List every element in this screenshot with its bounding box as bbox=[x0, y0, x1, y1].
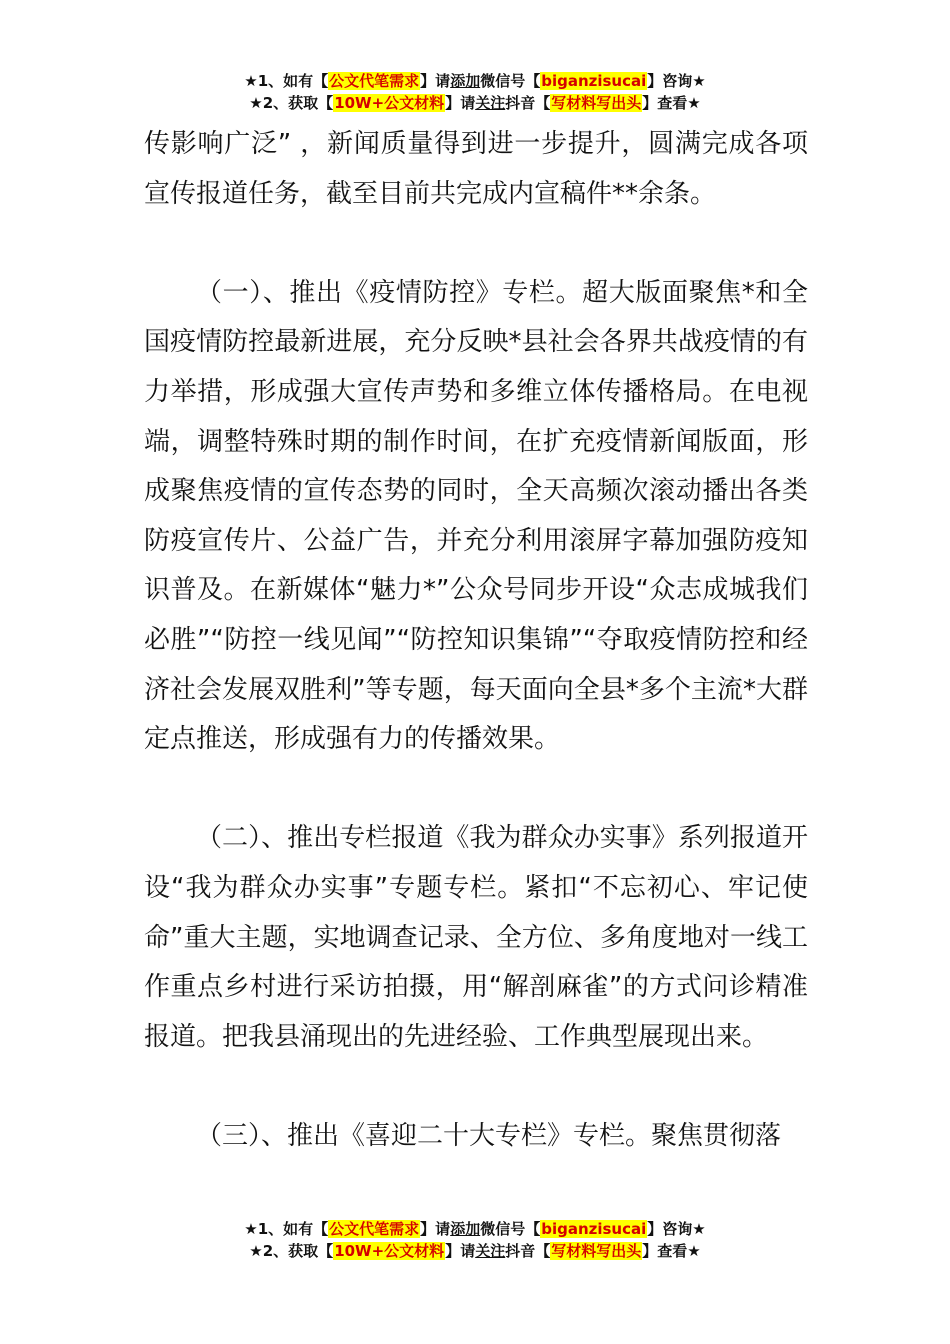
banner-text: 】请 bbox=[445, 94, 476, 112]
banner-text: 】咨询★ bbox=[647, 72, 706, 90]
banner-text: 】请 bbox=[420, 1220, 451, 1238]
banner-highlight: 公文代笔需求 bbox=[329, 1220, 420, 1238]
banner-underlined-text: 添加 bbox=[450, 72, 481, 90]
banner-underlined-text: 关注 bbox=[475, 94, 506, 112]
footer-banner-line-1 bbox=[0, 1218, 950, 1240]
paragraph-gap bbox=[144, 765, 808, 815]
banner-highlight: 10W+公文材料 bbox=[334, 94, 445, 112]
banner-text: 】咨询★ bbox=[647, 1220, 706, 1238]
document-body bbox=[144, 120, 808, 1161]
banner-text: ★1、如有【 bbox=[244, 72, 329, 90]
banner-text: 微信号【 bbox=[480, 1220, 541, 1238]
banner-text: 】请 bbox=[420, 72, 451, 90]
header-banner-line-1 bbox=[0, 70, 950, 92]
header-banner bbox=[0, 70, 950, 114]
banner-highlight-douyin-id: 写材料写出头 bbox=[551, 1242, 642, 1260]
section-1-paragraph: （一）、推出《疫情防控》专栏。超大版面聚焦*和全国疫情防控最新进展，充分反映*县社会各界共战疫情的有力举措，形成强大宣传声势和多维立体传播格局。在电视端，调整特殊时期的制作时间，在扩充疫情新闻版面，形成聚焦疫情的宣传态势的同时，全天高频次滚动播出各类防疫宣传片、公益广告，并充分利用滚屏字幕加强防疫知识普及。在新媒体“魅力*”公众号同步开设“众志成城我们必胜”“防控一线见闻”“防控知识集锦”“夺取疫情防控和经济社会发展双胜利”等专题，每天面向全县*多个主流*大群定点推送，形成强有力的传播效果。 bbox=[144, 277, 808, 755]
section-2-paragraph: （二）、推出专栏报道《我为群众办实事》系列报道开设“我为群众办实事”专题专栏。紧扣“不忘初心、牢记使命”重大主题，实地调查记录、全方位、多角度地对一线工作重点乡村进行采访拍摄，用“解剖麻雀”的方式问诊精准报道。把我县涌现出的先进经验、工作典型展现出来。 bbox=[144, 823, 808, 1052]
banner-highlight-wechat-id: biganzisucai bbox=[541, 72, 647, 90]
banner-text: 】查看★ bbox=[642, 94, 701, 112]
banner-highlight-wechat-id: biganzisucai bbox=[541, 1220, 647, 1238]
banner-highlight: 公文代笔需求 bbox=[329, 72, 420, 90]
banner-text: ★1、如有【 bbox=[244, 1220, 329, 1238]
banner-text: 抖音【 bbox=[505, 94, 551, 112]
header-banner-line-2 bbox=[0, 92, 950, 114]
intro-paragraph: 传影响广泛” ，新闻质量得到进一步提升，圆满完成各项宣传报道任务，截至目前共完成内宣稿件**余条。 bbox=[144, 129, 808, 209]
banner-text: 微信号【 bbox=[480, 72, 541, 90]
banner-underlined-text: 添加 bbox=[450, 1220, 481, 1238]
banner-text: ★2、获取【 bbox=[249, 1242, 334, 1260]
banner-highlight-douyin-id: 写材料写出头 bbox=[551, 94, 642, 112]
banner-text: ★2、获取【 bbox=[249, 94, 334, 112]
banner-highlight: 10W+公文材料 bbox=[334, 1242, 445, 1260]
paragraph-gap bbox=[144, 1062, 808, 1112]
banner-underlined-text: 关注 bbox=[475, 1242, 506, 1260]
banner-text: 】查看★ bbox=[642, 1242, 701, 1260]
paragraph-gap bbox=[144, 219, 808, 269]
footer-banner bbox=[0, 1218, 950, 1262]
banner-text: 】请 bbox=[445, 1242, 476, 1260]
footer-banner-line-2 bbox=[0, 1240, 950, 1262]
banner-text: 抖音【 bbox=[505, 1242, 551, 1260]
section-3-paragraph: （三）、推出《喜迎二十大专栏》专栏。聚焦贯彻落 bbox=[196, 1120, 782, 1151]
